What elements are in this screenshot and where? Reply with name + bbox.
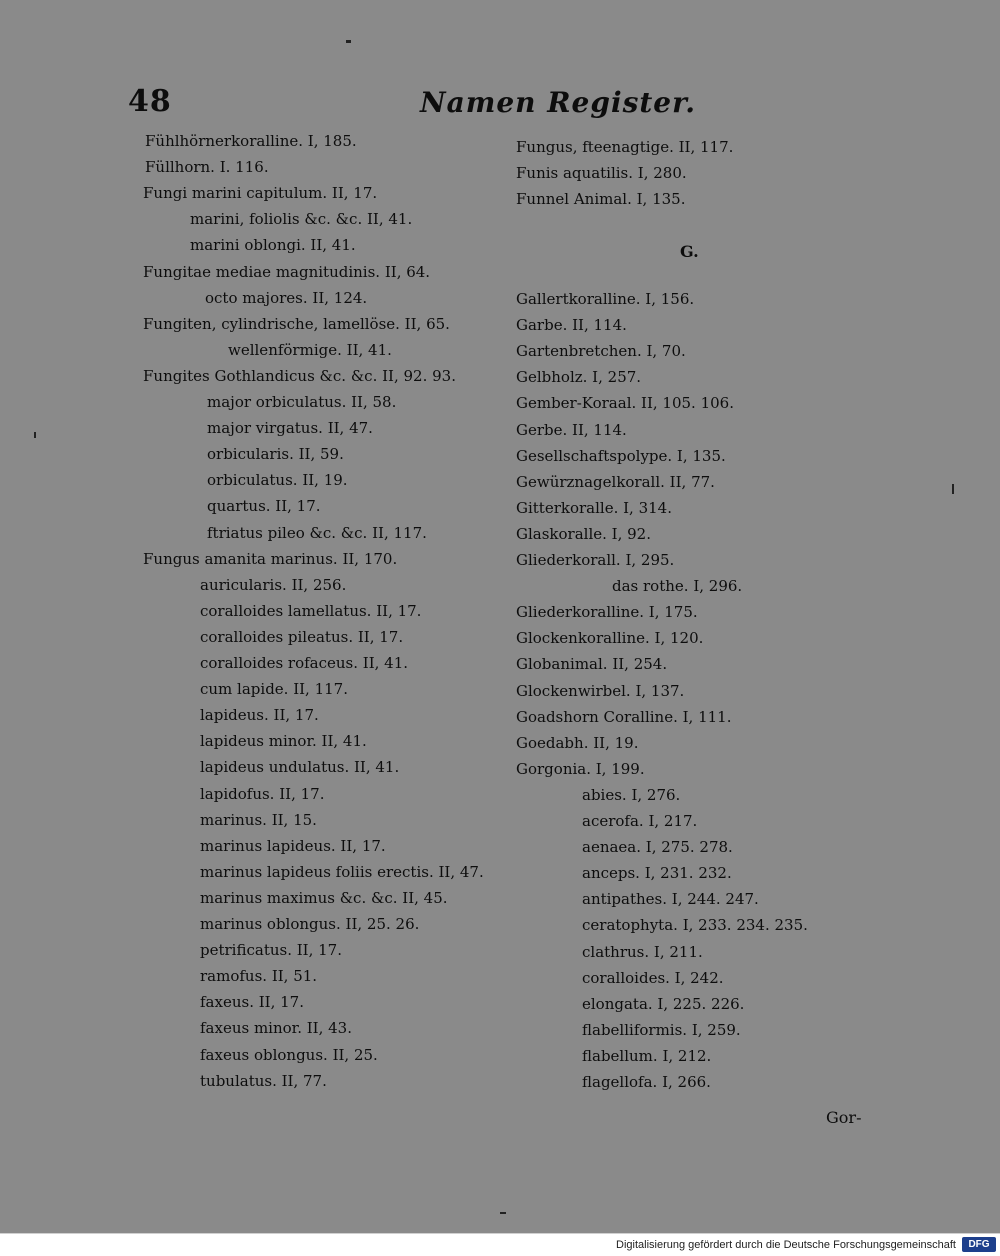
index-entry: Globanimal. II, 254. xyxy=(516,655,668,674)
index-entry: coralloides rofaceus. II, 41. xyxy=(200,654,409,672)
index-entry: ftriatus pileo &c. &c. II, 117. xyxy=(207,523,427,542)
index-entry: marini oblongi. II, 41. xyxy=(190,236,356,255)
index-entry: Gliederkoralline. I, 175. xyxy=(516,603,698,622)
index-entry: ramofus. II, 51. xyxy=(200,967,318,986)
index-entry: cum lapide. II, 117. xyxy=(200,680,348,699)
index-entry: marini, foliolis &c. &c. II, 41. xyxy=(190,210,413,229)
index-entry: acerofa. I, 217. xyxy=(582,812,698,830)
index-entry: Funis aquatilis. I, 280. xyxy=(516,164,687,183)
index-entry: Goadshorn Coralline. I, 111. xyxy=(516,707,732,726)
index-entry: aenaea. I, 275. 278. xyxy=(582,838,733,857)
index-entry: marinus. II, 15. xyxy=(200,810,317,829)
index-entry: Gerbe. II, 114. xyxy=(516,420,627,439)
index-entry: Gelbholz. I, 257. xyxy=(516,368,642,387)
index-entry: faxeus. II, 17. xyxy=(200,993,304,1012)
index-entry: flabelliformis. I, 259. xyxy=(582,1020,741,1039)
index-entry: marinus lapideus foliis erectis. II, 47. xyxy=(200,862,484,881)
index-entry: quartus. II, 17. xyxy=(207,497,321,516)
index-entry: orbicularis. II, 59. xyxy=(207,445,344,464)
index-entry: ceratophyta. I, 233. 234. 235. xyxy=(582,916,808,935)
speck xyxy=(34,432,36,438)
index-entry: flagellofa. I, 266. xyxy=(582,1073,711,1091)
index-entry: auricularis. II, 256. xyxy=(200,575,347,594)
index-entry: lapideus minor. II, 41. xyxy=(200,732,367,751)
index-entry: octo majores. II, 124. xyxy=(205,288,368,307)
index-entry: abies. I, 276. xyxy=(582,785,681,804)
index-entry: marinus maximus &c. &c. II, 45. xyxy=(200,888,448,907)
speck xyxy=(500,1212,506,1214)
index-entry: Gliederkorall. I, 295. xyxy=(516,551,675,569)
index-entry: elongata. I, 225. 226. xyxy=(582,994,745,1013)
index-entry: marinus lapideus. II, 17. xyxy=(200,836,386,855)
index-entry: coralloides lamellatus. II, 17. xyxy=(200,601,422,620)
index-entry: Fungites Gothlandicus &c. &c. II, 92. 93. xyxy=(143,366,456,385)
index-entry: Fungiten, cylindrische, lamellöse. II, 65. xyxy=(143,314,450,333)
index-entry: Gorgonia. I, 199. xyxy=(516,759,645,778)
index-entry: tubulatus. II, 77. xyxy=(200,1071,327,1090)
index-entry: antipathes. I, 244. 247. xyxy=(582,890,759,909)
index-entry: coralloides pileatus. II, 17. xyxy=(200,627,404,646)
index-entry: Füllhorn. I. 116. xyxy=(145,158,269,177)
index-entry: Gitterkoralle. I, 314. xyxy=(516,498,672,517)
index-entry: lapidofus. II, 17. xyxy=(200,784,325,803)
speck xyxy=(952,484,954,494)
index-entry: Glockenwirbel. I, 137. xyxy=(516,681,685,700)
index-entry: Gesellschaftspolype. I, 135. xyxy=(516,446,726,465)
index-entry: Glaskoralle. I, 92. xyxy=(516,524,651,543)
speck xyxy=(346,40,351,43)
index-entry: Garbe. II, 114. xyxy=(516,316,627,335)
footer-credit: Digitalisierung gefördert durch die Deutsche Forschungsgemeinschaft xyxy=(616,1239,956,1251)
index-entry: marinus oblongus. II, 25. 26. xyxy=(200,915,420,933)
index-entry: Goedabh. II, 19. xyxy=(516,733,639,752)
index-entry: Gember-Koraal. II, 105. 106. xyxy=(516,394,734,413)
index-entry: major virgatus. II, 47. xyxy=(207,419,373,438)
running-title: Namen Register. xyxy=(420,86,697,119)
index-entry: anceps. I, 231. 232. xyxy=(582,864,732,883)
index-entry: orbiculatus. II, 19. xyxy=(207,471,348,490)
index-entry: Fungus amanita marinus. II, 170. xyxy=(143,549,398,568)
dfg-logo: DFG xyxy=(962,1237,996,1252)
catchword: Gor- xyxy=(826,1108,862,1127)
index-entry: wellenförmige. II, 41. xyxy=(228,340,392,359)
index-entry: Fungitae mediae magnitudinis. II, 64. xyxy=(143,262,431,281)
index-entry: das rothe. I, 296. xyxy=(612,577,743,596)
index-entry: Gallertkoralline. I, 156. xyxy=(516,290,695,308)
index-entry: lapideus. II, 17. xyxy=(200,706,319,725)
index-entry: Fühlhörnerkoralline. I, 185. xyxy=(145,132,357,150)
index-entry: Fungi marini capitulum. II, 17. xyxy=(143,184,378,203)
index-entry: Glockenkoralline. I, 120. xyxy=(516,629,704,648)
index-entry: Gewürznagelkorall. II, 77. xyxy=(516,472,715,491)
footer-bar xyxy=(0,1233,1000,1256)
index-entry: clathrus. I, 211. xyxy=(582,942,703,961)
index-entry: faxeus oblongus. II, 25. xyxy=(200,1045,378,1064)
index-entry: faxeus minor. II, 43. xyxy=(200,1019,352,1038)
index-entry: Funnel Animal. I, 135. xyxy=(516,190,686,209)
index-entry: coralloides. I, 242. xyxy=(582,968,724,987)
section-letter: G. xyxy=(680,242,699,261)
index-entry: flabellum. I, 212. xyxy=(582,1046,712,1065)
index-entry: Gartenbretchen. I, 70. xyxy=(516,342,686,361)
index-entry: major orbiculatus. II, 58. xyxy=(207,393,397,411)
index-entry: Fungus, fteenagtige. II, 117. xyxy=(516,138,734,156)
index-entry: petrificatus. II, 17. xyxy=(200,941,342,960)
index-entry: lapideus undulatus. II, 41. xyxy=(200,758,400,777)
page-number: 48 xyxy=(128,84,172,119)
